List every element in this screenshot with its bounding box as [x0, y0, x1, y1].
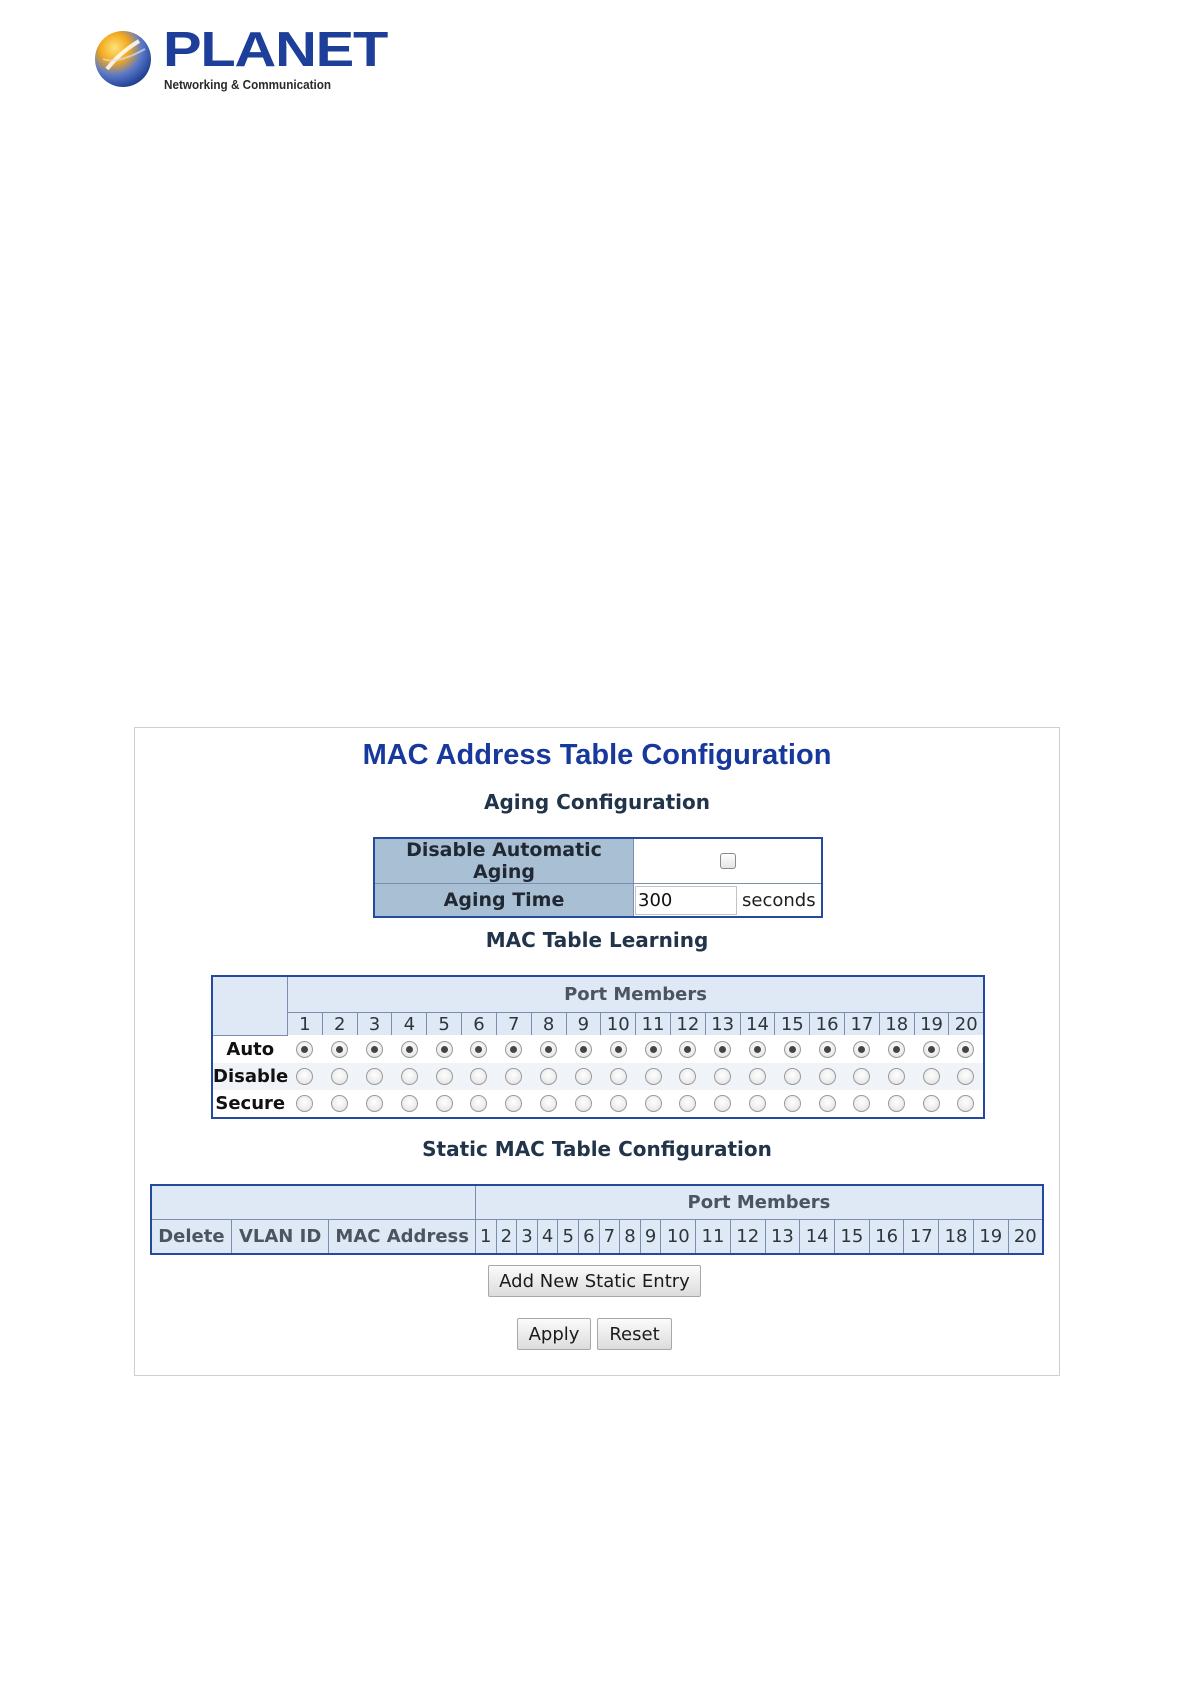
learning-radio-cell: [845, 1090, 880, 1118]
static-port-members-title: Port Members: [475, 1185, 1043, 1220]
learning-port-header: 3: [357, 1013, 392, 1036]
mac-address-column-header: MAC Address: [329, 1220, 475, 1255]
static-port-header: 6: [578, 1220, 599, 1255]
learning-auto-port-19-radio[interactable]: [923, 1041, 940, 1058]
learning-radio-cell: [740, 1090, 775, 1118]
static-port-header: 4: [537, 1220, 558, 1255]
reset-button[interactable]: Reset: [597, 1318, 672, 1350]
learning-radio-cell: [322, 1063, 357, 1090]
static-title-row: [151, 1185, 1043, 1220]
learning-secure-port-15-radio[interactable]: [784, 1095, 801, 1112]
learning-radio-cell: [914, 1063, 949, 1090]
static-port-header: 18: [939, 1220, 974, 1255]
learning-radio-cell: [566, 1063, 601, 1090]
learning-radio-cell: [288, 1035, 323, 1063]
learning-radio-cell: [601, 1063, 636, 1090]
learning-radio-cell: [531, 1063, 566, 1090]
learning-radio-cell: [601, 1035, 636, 1063]
learning-radio-cell: [775, 1090, 810, 1118]
learning-secure-port-18-radio[interactable]: [888, 1095, 905, 1112]
learning-corner-cell: [212, 976, 288, 1035]
learning-radio-cell: [670, 1035, 705, 1063]
learning-port-header: 18: [879, 1013, 914, 1036]
learning-disable-port-9-radio[interactable]: [575, 1068, 592, 1085]
learning-disable-port-4-radio[interactable]: [401, 1068, 418, 1085]
learning-row-auto: [212, 1035, 984, 1063]
learning-auto-port-1-radio[interactable]: [296, 1041, 313, 1058]
aging-heading: Aging Configuration: [484, 790, 710, 814]
learning-secure-port-10-radio[interactable]: [610, 1095, 627, 1112]
learning-disable-port-13-radio[interactable]: [714, 1068, 731, 1085]
learning-title-row: [212, 976, 984, 1013]
learning-radio-cell: [775, 1035, 810, 1063]
learning-radio-cell: [705, 1063, 740, 1090]
logo-tagline: Networking & Communication: [164, 77, 332, 92]
static-column-header-row: [151, 1220, 1043, 1255]
add-new-static-entry-button[interactable]: Add New Static Entry: [488, 1265, 701, 1297]
static-port-header: 15: [835, 1220, 870, 1255]
learning-auto-port-15-radio[interactable]: [784, 1041, 801, 1058]
learning-radio-cell: [462, 1063, 497, 1090]
learning-secure-port-9-radio[interactable]: [575, 1095, 592, 1112]
learning-radio-cell: [601, 1090, 636, 1118]
learning-port-header: 10: [601, 1013, 636, 1036]
static-port-header: 12: [730, 1220, 765, 1255]
vlan-id-column-header: VLAN ID: [231, 1220, 329, 1255]
learning-radio-cell: [392, 1063, 427, 1090]
learning-disable-port-14-radio[interactable]: [749, 1068, 766, 1085]
learning-radio-cell: [288, 1090, 323, 1118]
learning-auto-port-18-radio[interactable]: [888, 1041, 905, 1058]
aging-time-row: [374, 884, 822, 918]
learning-radio-cell: [670, 1063, 705, 1090]
logo-wordmark: PLANET: [163, 23, 388, 77]
learning-row-secure: [212, 1090, 984, 1118]
learning-secure-port-5-radio[interactable]: [436, 1095, 453, 1112]
aging-time-cell: [634, 884, 823, 918]
aging-time-label: Aging Time: [374, 884, 634, 918]
learning-port-header: 8: [531, 1013, 566, 1036]
learning-secure-port-3-radio[interactable]: [366, 1095, 383, 1112]
learning-heading: MAC Table Learning: [485, 928, 709, 952]
learning-row-label: Secure: [212, 1090, 288, 1118]
learning-radio-cell: [357, 1063, 392, 1090]
learning-auto-port-16-radio[interactable]: [819, 1041, 836, 1058]
learning-secure-port-6-radio[interactable]: [470, 1095, 487, 1112]
learning-radio-cell: [322, 1090, 357, 1118]
static-table: [150, 1184, 1044, 1255]
static-port-header: 3: [517, 1220, 538, 1255]
apply-button[interactable]: Apply: [517, 1318, 591, 1350]
learning-port-header: 14: [740, 1013, 775, 1036]
aging-time-input[interactable]: [635, 886, 737, 915]
learning-radio-cell: [740, 1063, 775, 1090]
delete-column-header: Delete: [151, 1220, 231, 1255]
static-port-header: 20: [1008, 1220, 1043, 1255]
learning-table: [211, 975, 985, 1119]
learning-secure-port-4-radio[interactable]: [401, 1095, 418, 1112]
learning-radio-cell: [949, 1035, 984, 1063]
learning-auto-port-2-radio[interactable]: [331, 1041, 348, 1058]
learning-port-header: 5: [427, 1013, 462, 1036]
learning-disable-port-12-radio[interactable]: [679, 1068, 696, 1085]
learning-auto-port-4-radio[interactable]: [401, 1041, 418, 1058]
learning-radio-cell: [775, 1063, 810, 1090]
page-title: MAC Address Table Configuration: [362, 739, 832, 771]
learning-radio-cell: [949, 1090, 984, 1118]
learning-radio-cell: [357, 1035, 392, 1063]
static-corner-cell: [151, 1185, 475, 1220]
learning-radio-cell: [845, 1063, 880, 1090]
learning-secure-port-20-radio[interactable]: [957, 1095, 974, 1112]
learning-auto-port-7-radio[interactable]: [505, 1041, 522, 1058]
learning-radio-cell: [462, 1090, 497, 1118]
learning-secure-port-14-radio[interactable]: [749, 1095, 766, 1112]
learning-radio-cell: [914, 1090, 949, 1118]
learning-radio-cell: [636, 1063, 671, 1090]
learning-port-header: 20: [949, 1013, 984, 1036]
learning-auto-port-13-radio[interactable]: [714, 1041, 731, 1058]
learning-secure-port-1-radio[interactable]: [296, 1095, 313, 1112]
learning-radio-cell: [427, 1035, 462, 1063]
aging-table: [373, 837, 823, 918]
learning-auto-port-10-radio[interactable]: [610, 1041, 627, 1058]
learning-port-header: 1: [288, 1013, 323, 1036]
learning-auto-port-5-radio[interactable]: [436, 1041, 453, 1058]
learning-radio-cell: [845, 1035, 880, 1063]
learning-radio-cell: [740, 1035, 775, 1063]
mac-config-panel: [134, 727, 1060, 1376]
static-port-header: 14: [800, 1220, 835, 1255]
learning-secure-port-11-radio[interactable]: [645, 1095, 662, 1112]
learning-port-header: 19: [914, 1013, 949, 1036]
learning-radio-cell: [288, 1063, 323, 1090]
learning-port-header: 9: [566, 1013, 601, 1036]
learning-port-header: 6: [462, 1013, 497, 1036]
learning-port-header: 7: [496, 1013, 531, 1036]
static-port-header: 8: [620, 1220, 641, 1255]
learning-radio-cell: [914, 1035, 949, 1063]
static-port-header: 9: [640, 1220, 661, 1255]
learning-radio-cell: [427, 1063, 462, 1090]
learning-port-header: 15: [775, 1013, 810, 1036]
learning-port-header: 11: [636, 1013, 671, 1036]
learning-disable-port-15-radio[interactable]: [784, 1068, 801, 1085]
learning-radio-cell: [392, 1035, 427, 1063]
learning-secure-port-13-radio[interactable]: [714, 1095, 731, 1112]
learning-secure-port-12-radio[interactable]: [679, 1095, 696, 1112]
learning-auto-port-14-radio[interactable]: [749, 1041, 766, 1058]
static-port-header: 1: [475, 1220, 496, 1255]
learning-port-header: 12: [670, 1013, 705, 1036]
learning-disable-port-19-radio[interactable]: [923, 1068, 940, 1085]
learning-radio-cell: [879, 1090, 914, 1118]
learning-radio-cell: [705, 1035, 740, 1063]
static-port-header: 2: [496, 1220, 517, 1255]
learning-radio-cell: [705, 1090, 740, 1118]
learning-radio-cell: [810, 1090, 845, 1118]
learning-port-members-title: Port Members: [288, 976, 985, 1013]
learning-secure-port-16-radio[interactable]: [819, 1095, 836, 1112]
learning-radio-cell: [670, 1090, 705, 1118]
globe-logo-icon: [93, 29, 153, 89]
disable-aging-label: Disable Automatic Aging: [374, 838, 634, 884]
learning-auto-port-9-radio[interactable]: [575, 1041, 592, 1058]
learning-disable-port-3-radio[interactable]: [366, 1068, 383, 1085]
learning-secure-port-7-radio[interactable]: [505, 1095, 522, 1112]
learning-row-label: Disable: [212, 1063, 288, 1090]
learning-radio-cell: [427, 1090, 462, 1118]
learning-secure-port-19-radio[interactable]: [923, 1095, 940, 1112]
learning-disable-port-8-radio[interactable]: [540, 1068, 557, 1085]
learning-secure-port-8-radio[interactable]: [540, 1095, 557, 1112]
static-port-header: 11: [696, 1220, 731, 1255]
learning-port-header: 16: [810, 1013, 845, 1036]
learning-disable-port-16-radio[interactable]: [819, 1068, 836, 1085]
learning-radio-cell: [879, 1063, 914, 1090]
learning-disable-port-10-radio[interactable]: [610, 1068, 627, 1085]
learning-auto-port-12-radio[interactable]: [679, 1041, 696, 1058]
learning-radio-cell: [636, 1090, 671, 1118]
learning-disable-port-1-radio[interactable]: [296, 1068, 313, 1085]
learning-disable-port-5-radio[interactable]: [436, 1068, 453, 1085]
learning-auto-port-8-radio[interactable]: [540, 1041, 557, 1058]
learning-disable-port-11-radio[interactable]: [645, 1068, 662, 1085]
learning-port-header: 13: [705, 1013, 740, 1036]
learning-port-header: 17: [845, 1013, 880, 1036]
learning-radio-cell: [566, 1035, 601, 1063]
learning-radio-cell: [566, 1090, 601, 1118]
learning-radio-cell: [636, 1035, 671, 1063]
static-port-header: 17: [904, 1220, 939, 1255]
learning-radio-cell: [531, 1035, 566, 1063]
learning-row-disable: [212, 1063, 984, 1090]
learning-radio-cell: [810, 1035, 845, 1063]
learning-port-header: 4: [392, 1013, 427, 1036]
static-port-header: 7: [599, 1220, 620, 1255]
learning-auto-port-6-radio[interactable]: [470, 1041, 487, 1058]
static-port-header: 5: [558, 1220, 579, 1255]
learning-radio-cell: [462, 1035, 497, 1063]
learning-radio-cell: [392, 1090, 427, 1118]
disable-aging-cell: [634, 838, 823, 884]
learning-radio-cell: [531, 1090, 566, 1118]
learning-auto-port-11-radio[interactable]: [645, 1041, 662, 1058]
aging-time-unit: seconds: [742, 889, 816, 911]
planet-logo: [93, 23, 388, 98]
static-port-header: 19: [973, 1220, 1008, 1255]
learning-disable-port-17-radio[interactable]: [853, 1068, 870, 1085]
disable-aging-row: [374, 838, 822, 884]
disable-aging-checkbox[interactable]: [720, 853, 736, 869]
learning-port-header: 2: [322, 1013, 357, 1036]
learning-disable-port-20-radio[interactable]: [957, 1068, 974, 1085]
learning-radio-cell: [357, 1090, 392, 1118]
learning-radio-cell: [496, 1090, 531, 1118]
learning-row-label: Auto: [212, 1035, 288, 1063]
learning-disable-port-18-radio[interactable]: [888, 1068, 905, 1085]
static-port-header: 10: [661, 1220, 696, 1255]
learning-radio-cell: [496, 1063, 531, 1090]
learning-radio-cell: [879, 1035, 914, 1063]
learning-secure-port-2-radio[interactable]: [331, 1095, 348, 1112]
learning-radio-cell: [810, 1063, 845, 1090]
learning-auto-port-20-radio[interactable]: [957, 1041, 974, 1058]
static-port-header: 13: [765, 1220, 800, 1255]
learning-disable-port-2-radio[interactable]: [331, 1068, 348, 1085]
learning-radio-cell: [496, 1035, 531, 1063]
learning-auto-port-17-radio[interactable]: [853, 1041, 870, 1058]
learning-radio-cell: [949, 1063, 984, 1090]
learning-auto-port-3-radio[interactable]: [366, 1041, 383, 1058]
learning-disable-port-6-radio[interactable]: [470, 1068, 487, 1085]
learning-port-number-row: [212, 1013, 984, 1036]
learning-radio-cell: [322, 1035, 357, 1063]
static-heading: Static MAC Table Configuration: [422, 1137, 772, 1161]
static-port-header: 16: [869, 1220, 904, 1255]
learning-secure-port-17-radio[interactable]: [853, 1095, 870, 1112]
learning-disable-port-7-radio[interactable]: [505, 1068, 522, 1085]
